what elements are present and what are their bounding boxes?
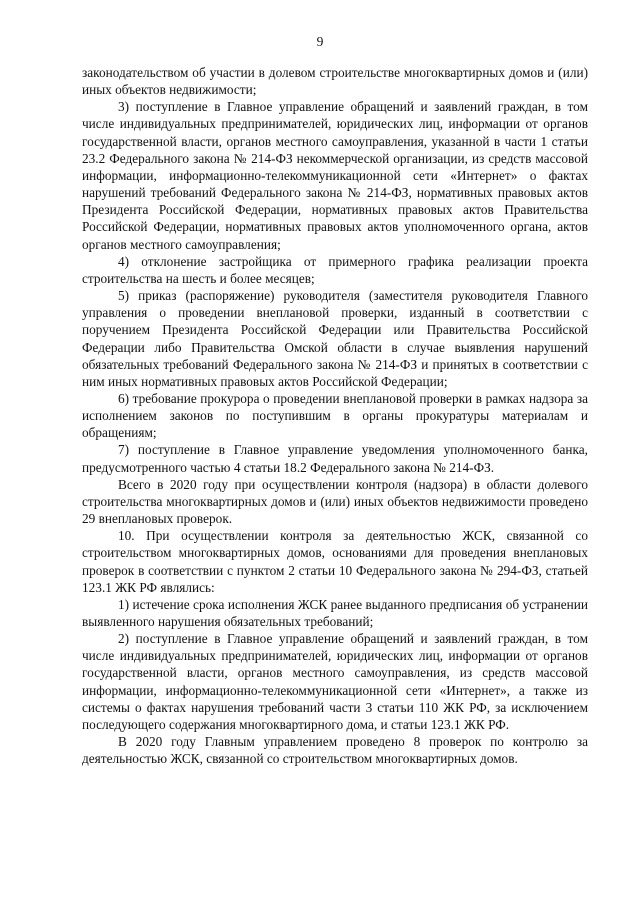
paragraph-item-3: 3) поступление в Главное управление обращений и заявлений граждан, в том числе индивидуальных предпринимателей, юридических лиц, информации от органов государственной власти, органов местного самоуправления, указанной в части 1 статьи 23.2 Федерального закона № 214-ФЗ некоммерческой организации, из средств массовой информации, информационно-телекоммуникационной сети «Интернет» о фактах нарушений требований Федерального закона № 214-ФЗ, нормативных правовых актов Президента Российской Федерации, нормативных правовых актов Правительства Российской Федерации, нормативных правовых актов уполномоченного органа, актов органов местного самоуправления; — [82, 99, 588, 252]
paragraph-summary-inspections: Всего в 2020 году при осуществлении контроля (надзора) в области долевого строительства многоквартирных домов и (или) иных объектов недвижимости проведено 29 внеплановых проверок. — [82, 476, 588, 527]
page-number: 9 — [316, 34, 324, 49]
paragraph-item-6: 6) требование прокурора о проведении внеплановой проверки в рамках надзора за исполнением законов по поступившим в органы прокуратуры материалам и обращениям; — [82, 390, 588, 441]
paragraph-section-10-item-2: 2) поступление в Главное управление обращений и заявлений граждан, в том числе индивидуальных предпринимателей, юридических лиц, информации от органов государственной власти, органов местного самоуправления, из средств массовой информации, информационно-телекоммуникационной сети «Интернет», а также из системы о фактах нарушения требований части 3 статьи 110 ЖК РФ, за исключением последующего содержания многоквартирного дома, и статьи 123.1 ЖК РФ. — [82, 631, 588, 732]
paragraph-item-4: 4) отклонение застройщика от примерного графика реализации проекта строительства на шесть и более месяцев; — [82, 253, 588, 286]
paragraph-item-7: 7) поступление в Главное управление уведомления уполномоченного банка, предусмотренного частью 4 статьи 18.2 Федерального закона № 214-ФЗ. — [82, 442, 588, 475]
paragraph-summary-zhsk: В 2020 году Главным управлением проведено 8 проверок по контролю за деятельностью ЖСК, связанной со строительством многоквартирных домов. — [82, 734, 588, 767]
paragraph-item-5: 5) приказ (распоряжение) руководителя (заместителя руководителя Главного управления о проведении внеплановой проверки, изданный в соответствии с поручением Президента Российской Федерации или Правительства Российской Федерации либо Правительства Омской области в случае выявления нарушений обязательных требований Федерального закона № 214-ФЗ и принятых в соответствии с ним иных нормативных правовых актов Российской Федерации; — [82, 288, 588, 389]
paragraph-section-10: 10. При осуществлении контроля за деятельностью ЖСК, связанной со строительством многоквартирных домов, основаниями для проведения внеплановых проверок в соответствии с пунктом 2 статьи 10 Федерального закона № 294-ФЗ, статьей 123.1 ЖК РФ являлись: — [82, 528, 588, 595]
paragraph-section-10-item-1: 1) истечение срока исполнения ЖСК ранее выданного предписания об устранении выявленного нарушения обязательных требований; — [82, 596, 588, 629]
document-body — [82, 64, 588, 767]
paragraph-continuation: законодательством об участии в долевом строительстве многоквартирных домов и (или) иных объектов недвижимости; — [82, 65, 588, 98]
